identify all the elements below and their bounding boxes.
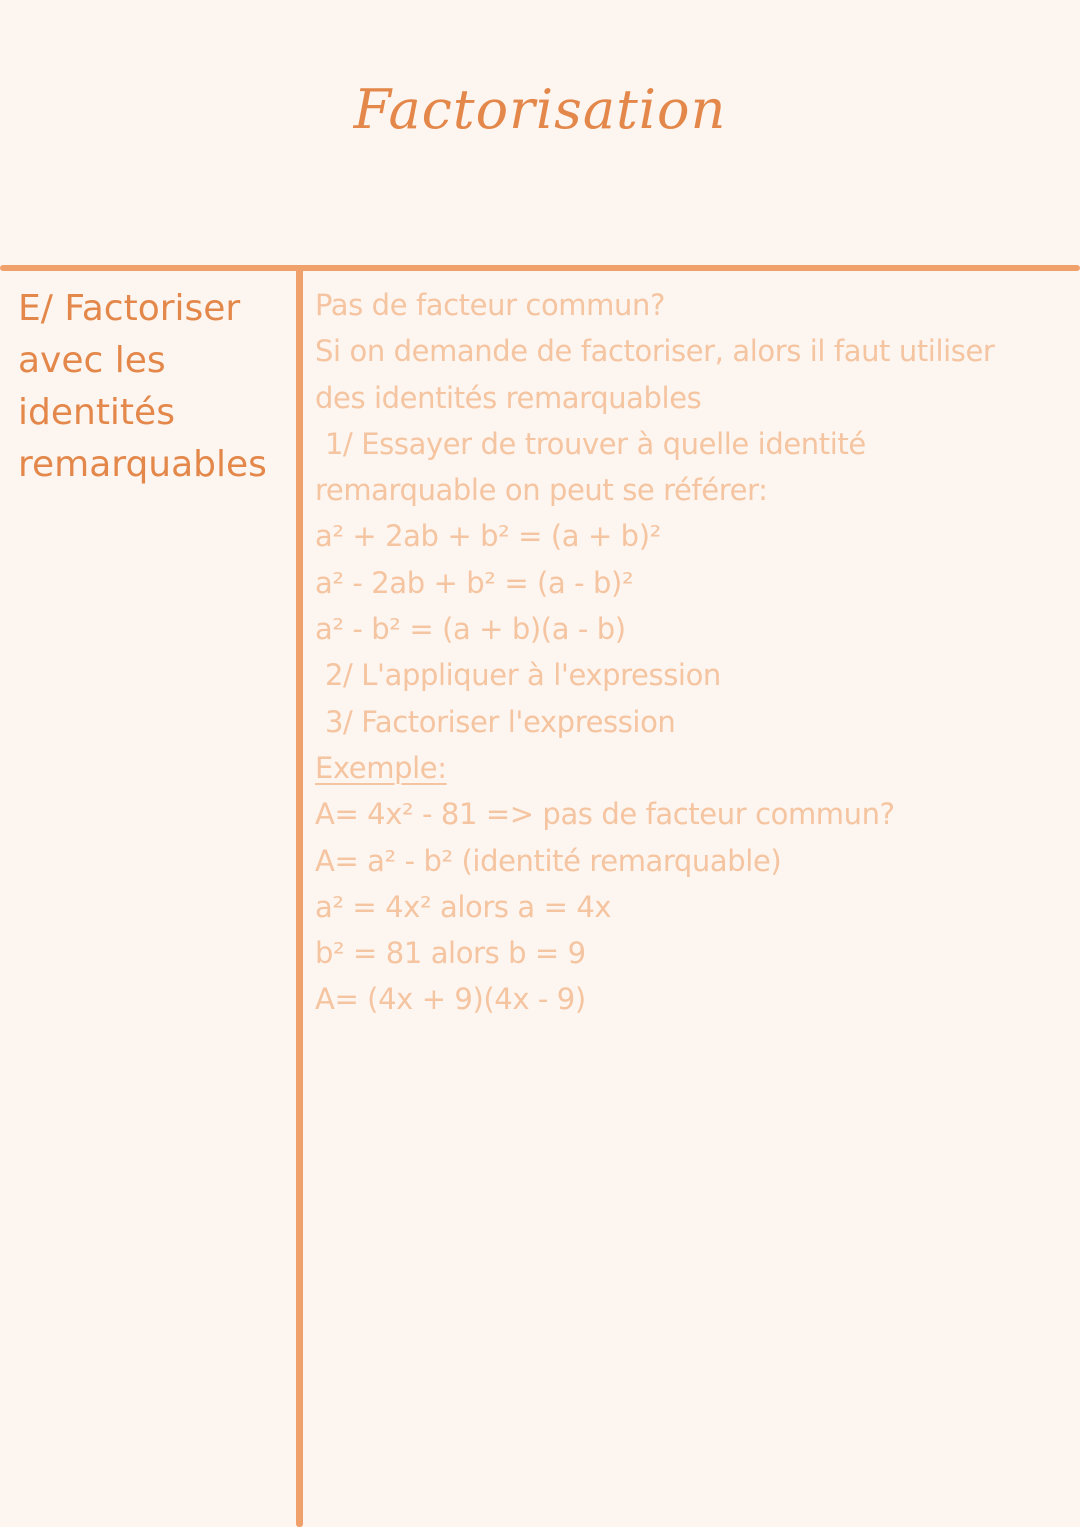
horizontal-divider xyxy=(0,265,1080,271)
example-line: b² = 81 alors b = 9 xyxy=(315,936,586,971)
note-line: Si on demande de factoriser, alors il faut utiliser xyxy=(315,334,995,369)
section-heading-line: avec les xyxy=(18,340,166,381)
section-heading-line: remarquables xyxy=(18,444,267,485)
example-line: A= a² - b² (identité remarquable) xyxy=(315,843,782,878)
vertical-divider xyxy=(296,268,303,1527)
step-2-line: 2/ L'appliquer à l'expression xyxy=(325,658,721,693)
example-line: A= 4x² - 81 => pas de facteur commun? xyxy=(315,797,895,832)
step-3-line: 3/ Factoriser l'expression xyxy=(325,704,676,739)
section-heading-line: identités xyxy=(18,392,175,433)
section-heading xyxy=(18,283,288,491)
formula-line: a² - 2ab + b² = (a - b)² xyxy=(315,565,634,600)
example-label: Exemple: xyxy=(315,750,447,785)
formula-line: a² - b² = (a + b)(a - b) xyxy=(315,612,626,647)
notes-body xyxy=(315,282,1070,1023)
example-result-line: A= (4x + 9)(4x - 9) xyxy=(315,982,586,1017)
note-line: Pas de facteur commun? xyxy=(315,288,665,322)
note-line: remarquable on peut se référer: xyxy=(315,473,768,508)
formula-line: a² + 2ab + b² = (a + b)² xyxy=(315,519,661,554)
section-heading-line: E/ Factoriser xyxy=(18,288,241,329)
note-line: des identités remarquables xyxy=(315,380,702,415)
step-1-line: 1/ Essayer de trouver à quelle identité xyxy=(325,426,866,461)
page-title: Factorisation xyxy=(353,78,727,141)
example-line: a² = 4x² alors a = 4x xyxy=(315,889,612,924)
